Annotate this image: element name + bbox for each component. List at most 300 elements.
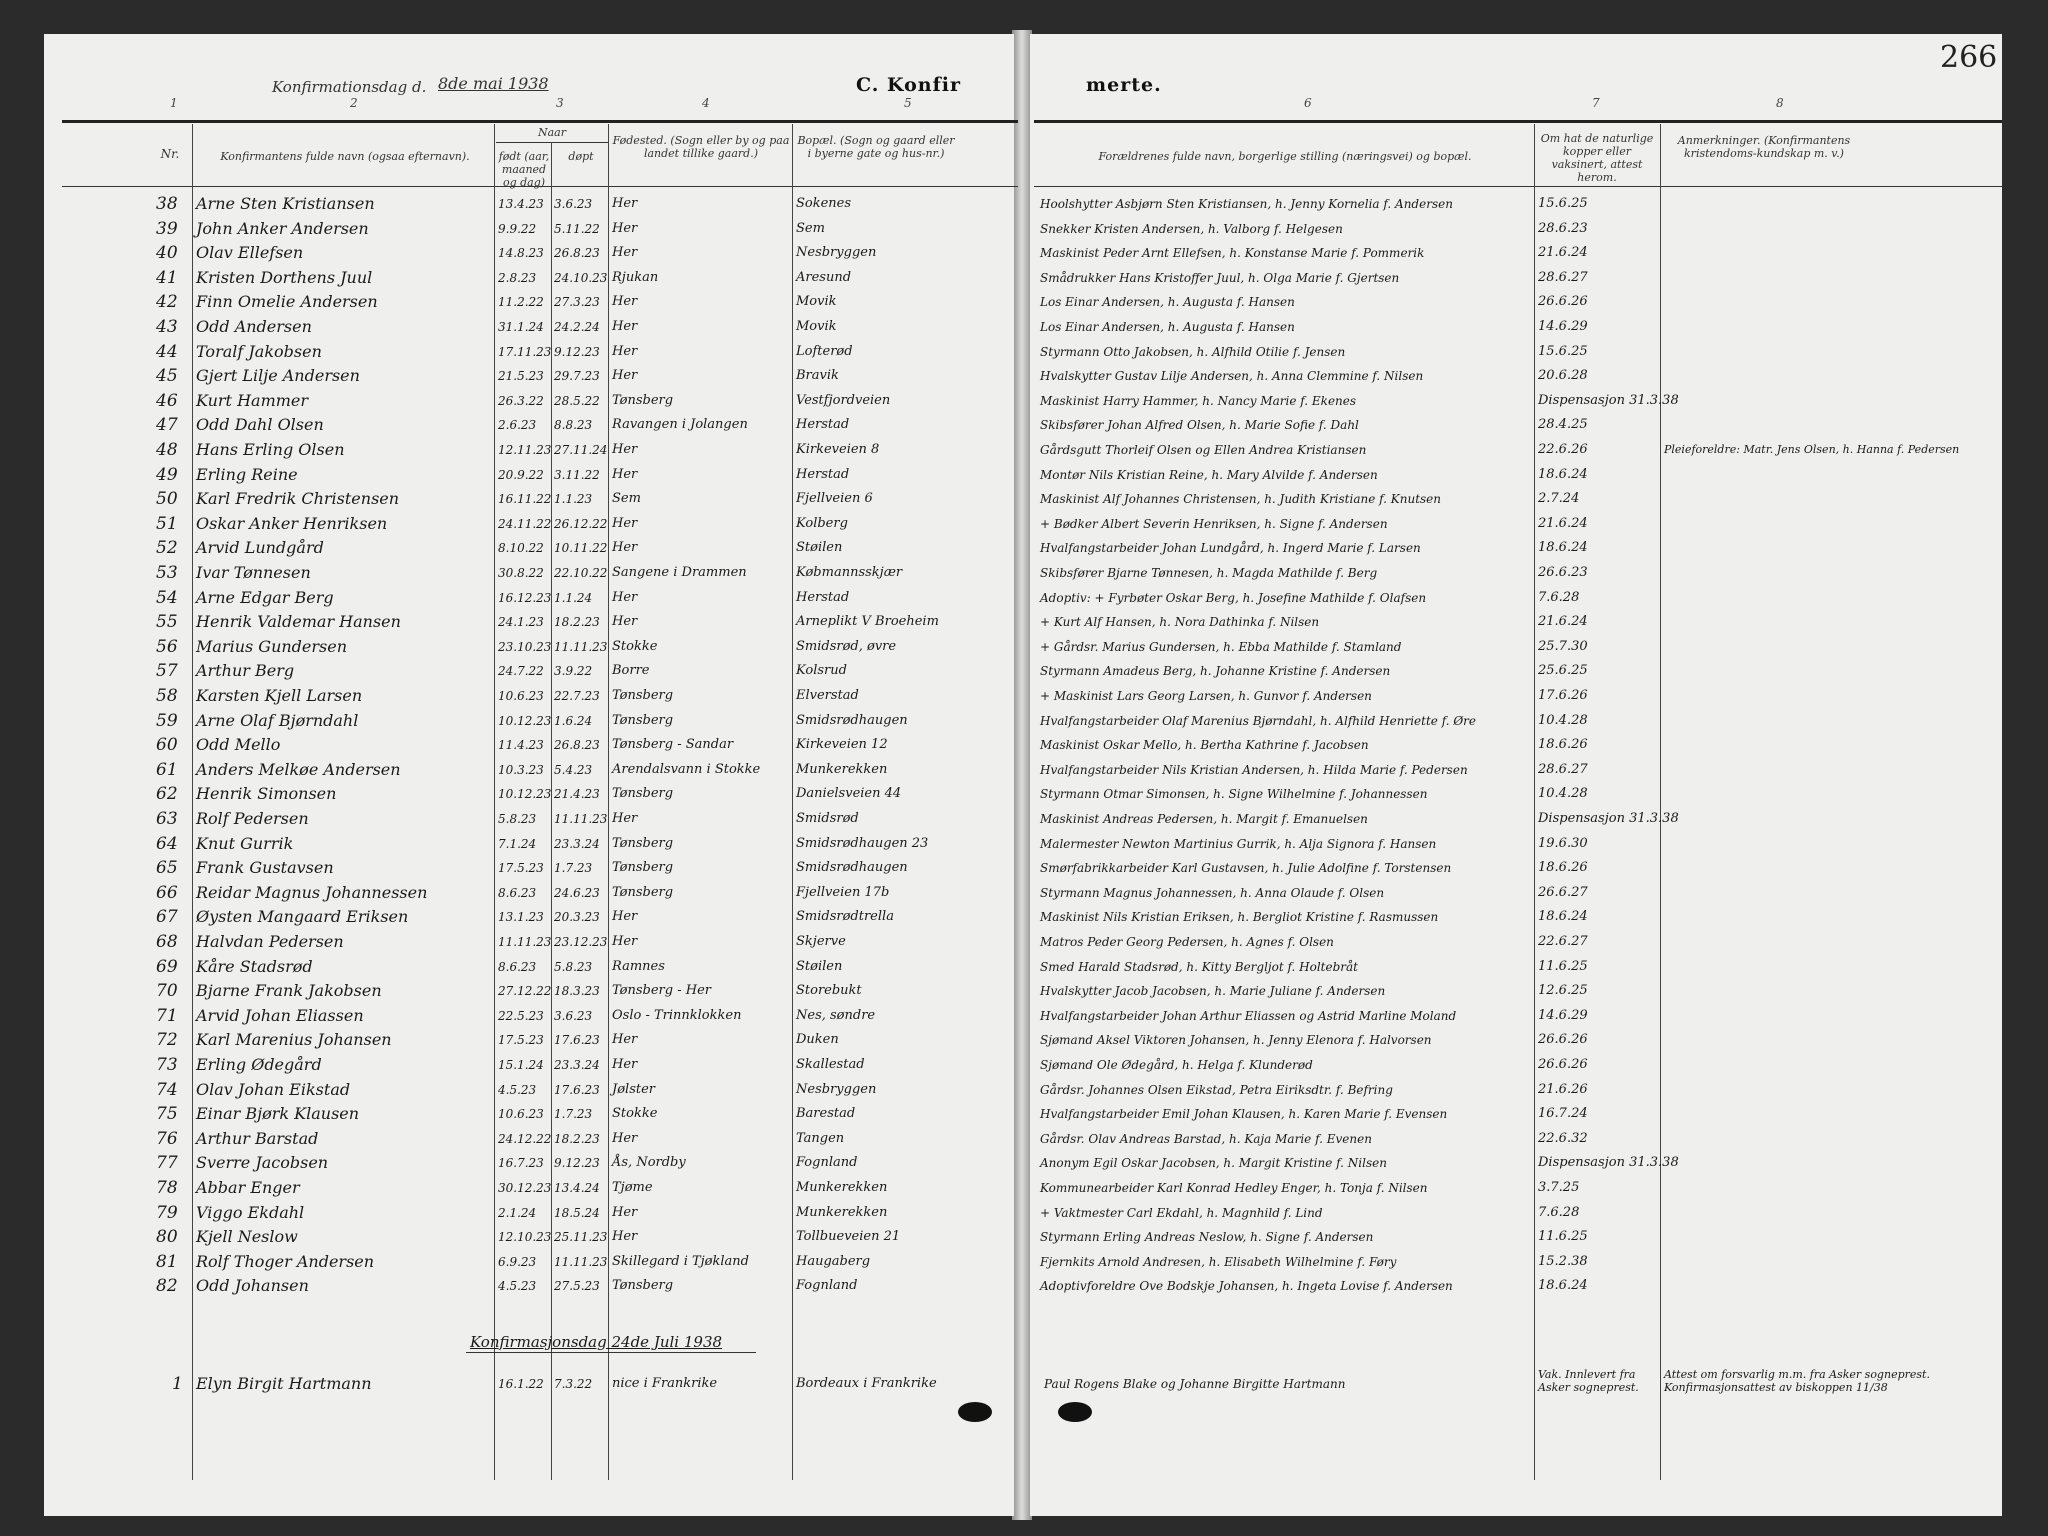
confirmand-name: Frank Gustavsen — [196, 858, 334, 878]
baptism-date: 1.1.24 — [554, 590, 593, 605]
column-number: 2 — [350, 96, 358, 110]
residence: Storebukt — [796, 983, 862, 999]
baptism-date: 10.11.22 — [554, 541, 608, 556]
column-number: 5 — [904, 96, 912, 110]
vaccination-attest: 2.7.24 — [1538, 491, 1580, 507]
parents: Anonym Egil Oskar Jacobsen, h. Margit Kristine f. Nilsen — [1040, 1156, 1387, 1171]
column-number: 6 — [1304, 96, 1312, 110]
birth-date: 11.2.22 — [498, 295, 544, 310]
entry-number: 47 — [156, 415, 178, 436]
birth-date: 30.12.23 — [498, 1181, 552, 1195]
baptism-date: 18.3.23 — [554, 984, 600, 999]
birth-date: 10.6.23 — [498, 1107, 544, 1122]
residence: Smidsrød, øvre — [796, 638, 897, 654]
vaccination-attest: 11.6.25 — [1538, 958, 1588, 974]
birthplace: Tønsberg - Her — [612, 983, 711, 999]
birthplace: Ramnes — [612, 958, 665, 974]
confirmand-name: Sverre Jacobsen — [196, 1153, 329, 1173]
confirmand-name: Knut Gurrik — [196, 833, 294, 853]
table-top-rule — [1034, 120, 2002, 123]
birth-date: 11.4.23 — [498, 738, 544, 753]
vaccination-attest: Dispensasjon 31.3.38 — [1538, 811, 1679, 826]
birth-date: 17.5.23 — [498, 861, 544, 876]
birth-date: 23.10.23 — [498, 639, 552, 654]
vaccination-attest: 10.4.28 — [1538, 712, 1588, 728]
baptism-date: 26.8.23 — [554, 246, 600, 261]
residence: Skjerve — [796, 934, 846, 949]
parents: Maskinist Peder Arnt Ellefsen, h. Konstanse Marie f. Pommerik — [1040, 246, 1425, 261]
entry-number: 69 — [156, 956, 178, 977]
birthplace: Sem — [612, 491, 641, 507]
entry-number: 39 — [156, 218, 178, 239]
entry-number: 74 — [156, 1079, 178, 1100]
confirmand-name: Karsten Kjell Larsen — [196, 686, 363, 705]
column-divider — [1660, 124, 1661, 1480]
birthplace: Tønsberg — [612, 786, 674, 802]
vaccination-attest: 22.6.26 — [1538, 442, 1588, 457]
col-header-bopel: Bopæl. (Sogn og gaard eller i byerne gate og hus-nr.) — [797, 134, 955, 160]
entry-number: 38 — [156, 194, 178, 214]
confirmand-name: Reidar Magnus Johannessen — [196, 882, 428, 902]
baptism-date: 9.12.23 — [554, 344, 600, 359]
birthplace: Tønsberg — [612, 712, 674, 728]
birth-date: 27.12.22 — [498, 984, 552, 999]
baptism-date: 3.6.23 — [554, 1008, 593, 1023]
birthplace: Her — [612, 368, 638, 384]
parents: Los Einar Andersen, h. Augusta f. Hansen — [1040, 295, 1295, 310]
confirmand-name: Erling Reine — [196, 464, 298, 484]
vaccination-attest: 21.6.24 — [1538, 245, 1588, 261]
col-header-parents: Forældrenes fulde navn, borgerlige stilling (næringsvei) og bopæl. — [1098, 150, 1472, 163]
parents: Paul Rogens Blake og Johanne Birgitte Hartmann — [1044, 1377, 1346, 1391]
birth-date: 10.12.23 — [498, 713, 552, 728]
vaccination-attest: 28.6.27 — [1538, 269, 1588, 285]
parents: Hvalfangstarbeider Nils Kristian Andersen, h. Hilda Marie f. Pedersen — [1040, 762, 1468, 777]
birthplace: Her — [612, 540, 638, 556]
entry-number: 53 — [156, 563, 178, 583]
entry-number: 50 — [156, 489, 178, 510]
birth-date: 9.9.22 — [498, 221, 537, 236]
entry-number: 62 — [156, 784, 178, 805]
parents: Styrmann Otto Jakobsen, h. Alfhild Otilie f. Jensen — [1040, 344, 1346, 359]
residence: Movik — [796, 294, 837, 310]
confirmand-name: Odd Andersen — [196, 317, 312, 336]
residence: Sokenes — [796, 196, 852, 211]
confirmand-name: Ivar Tønnesen — [196, 563, 311, 582]
binding-hole — [1058, 1402, 1092, 1422]
residence: Duken — [796, 1032, 839, 1048]
parents: Maskinist Alf Johannes Christensen, h. Judith Kristiane f. Knutsen — [1040, 492, 1442, 507]
parents: Hvalfangstarbeider Emil Johan Klausen, h. Karen Marie f. Evensen — [1040, 1107, 1448, 1122]
residence: Nes, søndre — [796, 1007, 876, 1023]
parents: Fjernkits Arnold Andresen, h. Elisabeth Wilhelmine f. Føry — [1040, 1254, 1397, 1269]
vaccination-attest: Vak. Innlevert fra Asker sogneprest. — [1538, 1368, 1639, 1394]
entry-number: 1 — [172, 1374, 183, 1394]
column-divider — [1534, 124, 1535, 1480]
birthplace: Her — [612, 1057, 638, 1072]
residence: Herstad — [796, 589, 850, 605]
vaccination-attest: 3.7.25 — [1538, 1180, 1580, 1195]
col-header-remarks: Anmerkninger. (Konfirmantens kristendoms-kundskap m. v.) — [1677, 134, 1851, 160]
confirmand-name: Finn Omelie Andersen — [196, 292, 378, 312]
birth-date: 26.3.22 — [498, 393, 544, 408]
birth-date: 12.10.23 — [498, 1230, 552, 1245]
parents: Maskinist Oskar Mello, h. Bertha Kathrine f. Jacobsen — [1040, 738, 1369, 753]
baptism-date: 29.7.23 — [554, 369, 600, 384]
birth-date: 13.4.23 — [498, 197, 544, 211]
confirmand-name: Einar Bjørk Klausen — [196, 1104, 360, 1124]
entry-number: 59 — [156, 710, 178, 731]
residence: Støilen — [796, 540, 843, 556]
column-number: 1 — [170, 96, 178, 110]
birthplace: Rjukan — [612, 269, 659, 285]
baptism-date: 23.3.24 — [554, 1058, 600, 1072]
vaccination-attest: 11.6.25 — [1538, 1229, 1588, 1245]
confirmand-name: Odd Johansen — [196, 1276, 309, 1296]
entry-number: 51 — [156, 513, 178, 534]
residence: Smidsrødhaugen — [796, 712, 908, 728]
entry-number: 81 — [156, 1251, 178, 1272]
birthplace: Her — [612, 343, 638, 359]
vaccination-attest: 10.4.28 — [1538, 786, 1588, 802]
baptism-date: 27.11.24 — [554, 443, 608, 457]
baptism-date: 5.4.23 — [554, 762, 593, 777]
entry-number: 80 — [156, 1227, 178, 1248]
confirmand-name: Arvid Johan Eliassen — [196, 1005, 364, 1025]
birth-date: 2.6.23 — [498, 418, 537, 433]
entry-number: 73 — [156, 1055, 178, 1075]
residence: Elverstad — [796, 688, 859, 703]
remarks: Pleieforeldre: Matr. Jens Olsen, h. Hanna f. Pedersen — [1664, 443, 1960, 456]
birth-date: 21.5.23 — [498, 369, 544, 384]
entry-number: 70 — [156, 981, 178, 1002]
confirmand-name: Kåre Stadsrød — [196, 956, 313, 976]
birthplace: Her — [612, 196, 638, 211]
birth-date: 12.11.23 — [498, 443, 552, 457]
birthplace: nice i Frankrike — [612, 1376, 718, 1391]
baptism-date: 5.8.23 — [554, 959, 593, 974]
parents: Styrmann Magnus Johannessen, h. Anna Olaude f. Olsen — [1040, 885, 1385, 900]
birthplace: Her — [612, 1229, 638, 1245]
book-gutter — [1012, 30, 1032, 1520]
vaccination-attest: 15.6.25 — [1538, 343, 1588, 359]
parents: Hvalfangstarbeider Johan Lundgård, h. Ingerd Marie f. Larsen — [1040, 541, 1421, 556]
entry-number: 55 — [156, 612, 178, 633]
baptism-date: 24.10.23 — [554, 270, 608, 285]
confirmand-name: Rolf Pedersen — [196, 809, 309, 828]
vaccination-attest: 18.6.24 — [1538, 540, 1588, 556]
parents: Hoolshytter Asbjørn Sten Kristiansen, h. Jenny Kornelia f. Andersen — [1040, 197, 1453, 211]
entry-number: 45 — [156, 366, 178, 387]
birth-date: 8.10.22 — [498, 541, 544, 556]
residence: Munkerekken — [796, 761, 888, 777]
baptism-date: 1.7.23 — [554, 861, 593, 876]
residence: Movik — [796, 319, 837, 334]
vaccination-attest: 18.6.24 — [1538, 909, 1588, 925]
entry-number: 65 — [156, 858, 178, 879]
birthplace: Tønsberg — [612, 835, 674, 851]
vaccination-attest: 18.6.26 — [1538, 737, 1588, 753]
column-divider — [494, 124, 495, 1480]
confirmand-name: Hans Erling Olsen — [196, 440, 345, 459]
baptism-date: 18.2.23 — [554, 615, 600, 630]
baptism-date: 11.11.23 — [554, 1254, 608, 1269]
parents: + Gårdsr. Marius Gundersen, h. Ebba Mathilde f. Stamland — [1040, 639, 1402, 654]
parents: Styrmann Amadeus Berg, h. Johanne Kristine f. Andersen — [1040, 664, 1391, 679]
entry-number: 48 — [156, 440, 178, 460]
vaccination-attest: 21.6.24 — [1538, 515, 1588, 531]
vaccination-attest: 16.7.24 — [1538, 1106, 1588, 1122]
baptism-date: 24.2.24 — [554, 320, 600, 334]
column-number: 8 — [1776, 96, 1784, 110]
naar-rule — [496, 142, 608, 143]
entry-number: 52 — [156, 538, 178, 559]
residence: Kirkeveien 8 — [796, 442, 880, 457]
birthplace: Her — [612, 1032, 638, 1048]
vaccination-attest: 19.6.30 — [1538, 835, 1588, 851]
parents: Maskinist Andreas Pedersen, h. Margit f. Emanuelsen — [1040, 812, 1368, 826]
entry-number: 57 — [156, 661, 178, 682]
entry-number: 79 — [156, 1202, 178, 1223]
confirmand-name: Henrik Simonsen — [196, 784, 337, 804]
col-header-dopt: døpt — [568, 150, 594, 163]
residence: Bordeaux i Frankrike — [796, 1376, 937, 1391]
birthplace: Oslo - Trinnklokken — [612, 1007, 742, 1023]
birth-date: 24.11.22 — [498, 516, 552, 531]
baptism-date: 27.3.23 — [554, 295, 600, 310]
confirmand-name: Erling Ødegård — [196, 1055, 322, 1074]
birth-date: 13.1.23 — [498, 910, 544, 925]
entry-number: 75 — [156, 1104, 178, 1125]
confirmand-name: Gjert Lilje Andersen — [196, 366, 360, 386]
residence: Vestfjordveien — [796, 392, 891, 408]
binding-hole — [958, 1402, 992, 1422]
confirmand-name: Øysten Mangaard Eriksen — [196, 907, 409, 927]
baptism-date: 9.12.23 — [554, 1156, 600, 1171]
confirmand-name: Marius Gundersen — [196, 636, 348, 656]
vaccination-attest: 26.6.26 — [1538, 1057, 1588, 1072]
confirmand-name: Anders Melkøe Andersen — [196, 759, 401, 779]
residence: Støilen — [796, 958, 843, 974]
entry-number: 61 — [156, 759, 178, 780]
column-number: 7 — [1592, 96, 1600, 110]
birth-date: 16.1.22 — [498, 1377, 544, 1391]
confirmand-name: Bjarne Frank Jakobsen — [196, 981, 382, 1001]
parents: Skibsfører Bjarne Tønnesen, h. Magda Mathilde f. Berg — [1040, 566, 1378, 580]
birth-date: 8.6.23 — [498, 959, 537, 974]
residence: Nesbryggen — [796, 1081, 877, 1097]
parents: Maskinist Nils Kristian Eriksen, h. Bergliot Kristine f. Rasmussen — [1040, 910, 1439, 925]
vaccination-attest: 25.6.25 — [1538, 663, 1588, 679]
entry-number: 49 — [156, 464, 178, 485]
birth-date: 8.6.23 — [498, 885, 537, 900]
vaccination-attest: 14.6.29 — [1538, 1007, 1588, 1023]
birthplace: Stokke — [612, 1106, 658, 1122]
col-header-nr: Nr. — [160, 147, 180, 161]
parents: Kommunearbeider Karl Konrad Hedley Enger, h. Tonja f. Nilsen — [1040, 1181, 1428, 1195]
residence: Skallestad — [796, 1057, 865, 1072]
entry-number: 40 — [156, 243, 178, 264]
parents: Gårdsr. Olav Andreas Barstad, h. Kaja Marie f. Evenen — [1040, 1131, 1372, 1146]
vaccination-attest: 15.6.25 — [1538, 196, 1588, 211]
parents: Hvalskytter Jacob Jacobsen, h. Marie Juliane f. Andersen — [1040, 984, 1386, 999]
entry-number: 76 — [156, 1128, 178, 1149]
confirmand-name: Halvdan Pedersen — [196, 932, 344, 951]
baptism-date: 3.9.22 — [554, 664, 593, 679]
col-header-fodested: Fødested. (Sogn eller by og paa landet tillike gaard.) — [612, 134, 790, 160]
vaccination-attest: 22.6.32 — [1538, 1130, 1588, 1146]
birth-date: 10.6.23 — [498, 689, 544, 703]
entry-number: 44 — [156, 341, 178, 362]
baptism-date: 22.10.22 — [554, 566, 608, 580]
parents: + Maskinist Lars Georg Larsen, h. Gunvor f. Andersen — [1040, 689, 1372, 703]
parents: Matros Peder Georg Pedersen, h. Agnes f. Olsen — [1040, 935, 1334, 949]
birth-date: 24.12.22 — [498, 1131, 552, 1146]
header-bottom-rule — [1034, 186, 2002, 187]
birth-date: 31.1.24 — [498, 320, 544, 334]
entry-number: 77 — [156, 1153, 178, 1174]
baptism-date: 13.4.24 — [554, 1181, 600, 1195]
entry-number: 63 — [156, 809, 178, 829]
residence: Smidsrødtrella — [796, 909, 894, 925]
entry-number: 71 — [156, 1005, 178, 1026]
column-divider — [608, 124, 609, 1480]
birthplace: Stokke — [612, 638, 658, 654]
confirmand-name: Viggo Ekdahl — [196, 1202, 305, 1222]
parents: Smådrukker Hans Kristoffer Juul, h. Olga Marie f. Gjertsen — [1040, 270, 1400, 285]
birth-date: 24.1.23 — [498, 615, 544, 630]
vaccination-attest: 18.6.24 — [1538, 466, 1588, 482]
vaccination-attest: 28.6.23 — [1538, 220, 1588, 236]
vaccination-attest: 22.6.27 — [1538, 934, 1588, 949]
birthplace: Arendalsvann i Stokke — [612, 761, 761, 777]
parents: Adoptiv: + Fyrbøter Oskar Berg, h. Josefine Mathilde f. Olafsen — [1040, 590, 1427, 605]
entry-number: 41 — [156, 267, 178, 288]
birth-date: 16.11.22 — [498, 492, 552, 507]
entry-number: 43 — [156, 317, 178, 337]
birthplace: Jølster — [612, 1081, 655, 1097]
baptism-date: 17.6.23 — [554, 1082, 600, 1097]
birthplace: Her — [612, 614, 638, 630]
baptism-date: 26.12.22 — [554, 516, 608, 531]
entry-number: 46 — [156, 390, 178, 411]
parents: Sjømand Aksel Viktoren Johansen, h. Jenny Elenora f. Halvorsen — [1040, 1033, 1432, 1048]
residence: Smidsrødhaugen — [796, 860, 908, 876]
birthplace: Her — [612, 1130, 638, 1146]
birthplace: Tjøme — [612, 1180, 653, 1195]
parents: Hvalfangstarbeider Olaf Marenius Bjørndahl, h. Alfhild Henriette f. Øre — [1040, 713, 1477, 728]
residence: Arneplikt V Broeheim — [796, 614, 939, 630]
column-number: 3 — [556, 96, 564, 110]
residence: Herstad — [796, 466, 850, 482]
confirmand-name: Arne Edgar Berg — [196, 587, 334, 607]
entry-number: 68 — [156, 932, 178, 952]
second-confirmation-heading: Konfirmasjonsdag 24de Juli 1938 — [470, 1333, 723, 1351]
baptism-date: 5.11.22 — [554, 221, 600, 236]
baptism-date: 17.6.23 — [554, 1033, 600, 1048]
birthplace: Ravangen i Jolangen — [612, 417, 748, 433]
residence: Smidsrød — [796, 811, 859, 826]
residence: Haugaberg — [796, 1253, 871, 1269]
residence: Barestad — [796, 1106, 856, 1122]
parents: Styrmann Otmar Simonsen, h. Signe Wilhelmine f. Johannessen — [1040, 787, 1428, 802]
birthplace: Tønsberg — [612, 884, 674, 900]
confirmand-name: Odd Dahl Olsen — [196, 415, 324, 435]
parents: Snekker Kristen Andersen, h. Valborg f. Helgesen — [1040, 221, 1343, 236]
parents: Montør Nils Kristian Reine, h. Mary Alvilde f. Andersen — [1040, 467, 1378, 482]
vaccination-attest: 18.6.24 — [1538, 1278, 1588, 1294]
entry-number: 58 — [156, 686, 178, 706]
birthplace: Her — [612, 589, 638, 605]
baptism-date: 18.5.24 — [554, 1205, 600, 1220]
birth-date: 16.12.23 — [498, 590, 552, 605]
parents: + Kurt Alf Hansen, h. Nora Dathinka f. Nilsen — [1040, 615, 1320, 630]
col-header-name: Konfirmantens fulde navn (ogsaa efternavn). — [220, 150, 470, 163]
birthplace: Tønsberg — [612, 688, 674, 703]
confirmand-name: Kurt Hammer — [196, 390, 309, 410]
vaccination-attest: 25.7.30 — [1538, 638, 1588, 654]
baptism-date: 1.6.24 — [554, 713, 593, 728]
birthplace: Tønsberg - Sandar — [612, 737, 734, 753]
confirmand-name: Kristen Dorthens Juul — [196, 267, 373, 287]
baptism-date: 27.5.23 — [554, 1279, 600, 1294]
birth-date: 4.5.23 — [498, 1082, 537, 1097]
parents: Maskinist Harry Hammer, h. Nancy Marie f. Ekenes — [1040, 393, 1357, 408]
confirmand-name: Oskar Anker Henriksen — [196, 513, 388, 533]
vaccination-attest: 15.2.38 — [1538, 1253, 1588, 1269]
entry-number: 66 — [156, 882, 178, 903]
baptism-date: 26.8.23 — [554, 738, 600, 753]
baptism-date: 1.1.23 — [554, 492, 593, 507]
entry-number: 60 — [156, 735, 178, 756]
entry-number: 64 — [156, 833, 178, 854]
birth-date: 6.9.23 — [498, 1254, 537, 1269]
baptism-date: 24.6.23 — [554, 885, 600, 900]
residence: Herstad — [796, 417, 850, 433]
vaccination-attest: 14.6.29 — [1538, 319, 1588, 334]
parents: Los Einar Andersen, h. Augusta f. Hansen — [1040, 320, 1295, 334]
confirmand-name: Arthur Barstad — [196, 1128, 319, 1148]
birthplace: Her — [612, 294, 638, 310]
birthplace: Her — [612, 934, 638, 949]
baptism-date: 3.6.23 — [554, 197, 593, 211]
birth-date: 11.11.23 — [498, 935, 552, 949]
parents: + Vaktmester Carl Ekdahl, h. Magnhild f. Lind — [1040, 1205, 1323, 1220]
residence: Munkerekken — [796, 1180, 888, 1195]
confirmand-name: Olav Johan Eikstad — [196, 1079, 351, 1099]
heading-underline — [466, 1352, 756, 1353]
birth-date: 17.5.23 — [498, 1033, 544, 1048]
baptism-date: 21.4.23 — [554, 787, 600, 802]
baptism-date: 11.11.23 — [554, 812, 608, 826]
residence: Fognland — [796, 1155, 858, 1171]
birthplace: Her — [612, 515, 638, 531]
baptism-date: 22.7.23 — [554, 689, 600, 703]
residence: Nesbryggen — [796, 245, 877, 261]
confirmation-day-label: Konfirmationsdag d. — [272, 78, 427, 96]
residence: Aresund — [796, 269, 852, 285]
confirmand-name: Toralf Jakobsen — [196, 341, 322, 361]
residence: Tollbueveien 21 — [796, 1229, 901, 1245]
birthplace: Tønsberg — [612, 392, 674, 408]
birthplace: Her — [612, 442, 638, 457]
residence: Lofterød — [796, 343, 853, 359]
vaccination-attest: Dispensasjon 31.3.38 — [1538, 392, 1679, 408]
baptism-date: 3.11.22 — [554, 467, 600, 482]
parents: Sjømand Ole Ødegård, h. Helga f. Klunderød — [1040, 1058, 1313, 1072]
birth-date: 10.3.23 — [498, 762, 544, 777]
birthplace: Sangene i Drammen — [612, 565, 747, 580]
